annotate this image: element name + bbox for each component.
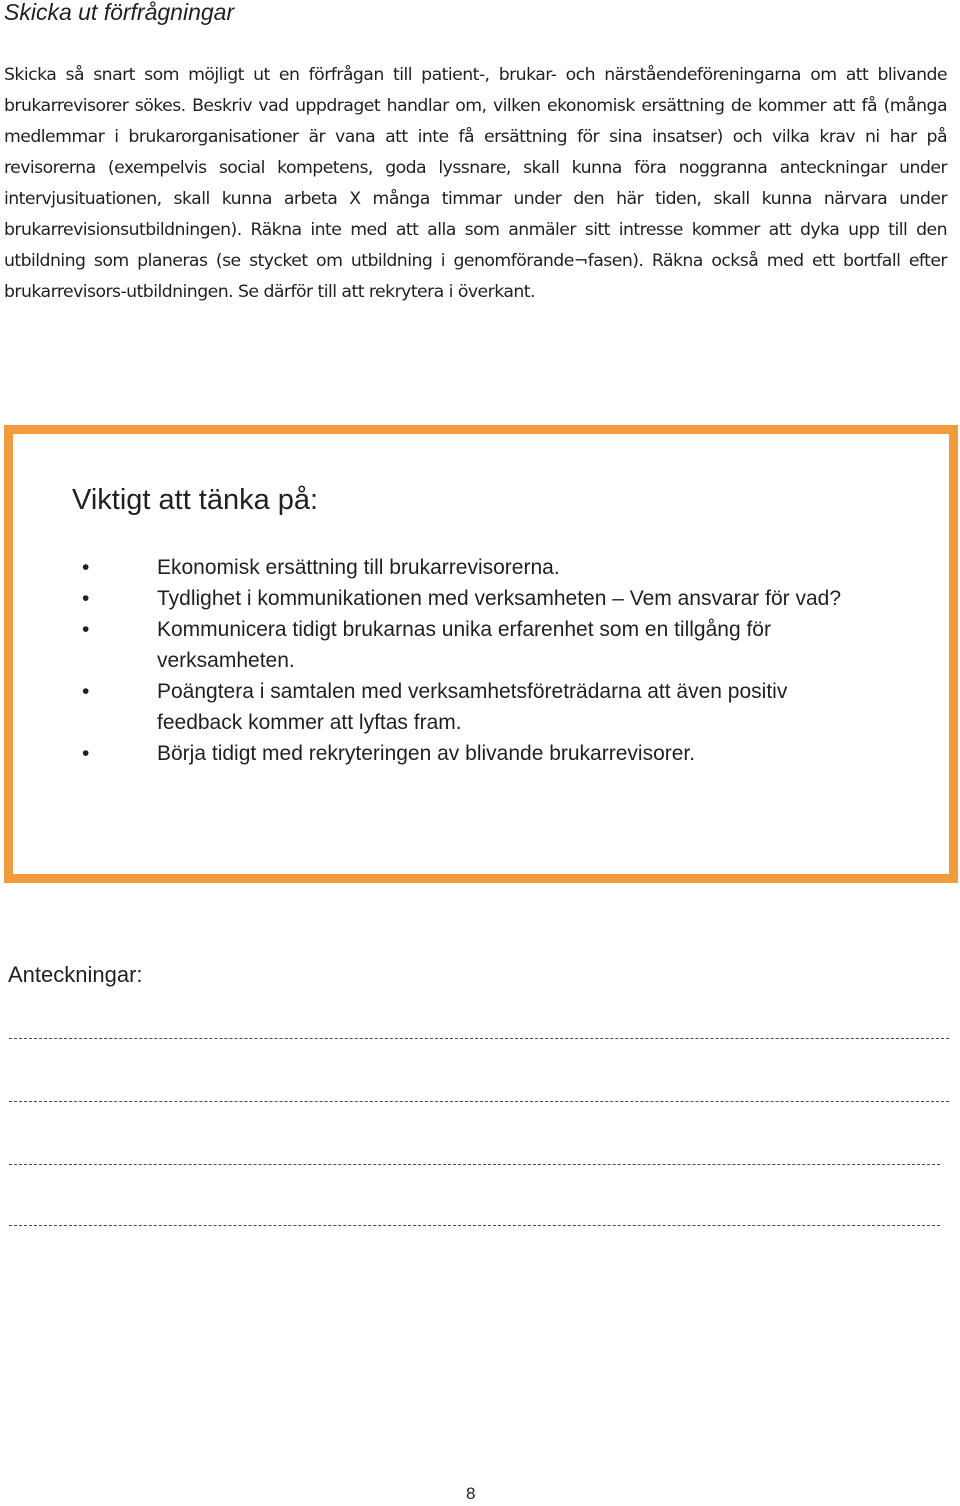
bullet-icon: • — [82, 618, 90, 641]
list-item-text: Poängtera i samtalen med verksamhetsföreträdarna att även positiv feedback kommer att lyftas fram. — [157, 680, 788, 734]
notes-line — [9, 1225, 940, 1226]
notes-line — [9, 1038, 949, 1039]
list-item — [0, 676, 857, 738]
callout-title: Viktigt att tänka på: — [72, 484, 319, 516]
section-heading: Skicka ut förfrågningar — [4, 0, 235, 25]
bullet-icon: • — [82, 680, 90, 703]
list-item — [0, 614, 857, 676]
intro-paragraph: Skicka så snart som möjligt ut en förfrågan till patient-, brukar- och närståendeföreningarna om att blivande brukarrevisorer sökes. Beskriv vad uppdraget handlar om, vilken ekonomisk ersättning de kommer att få (många medlemmar i brukarorganisationer är vana att inte få ersättning för sina insatser) och vilka krav ni har på revisorerna (exempelvis social kompetens, goda lyssnare, skall kunna föra noggranna anteckningar under intervjusituationen, skall kunna arbeta X många timmar under den här tiden, skall kunna närvara under brukarrevisionsutbildningen). Räkna inte med att alla som anmäler sitt intresse kommer att dyka upp till den utbildning som planeras (se stycket om utbildning i genomförande¬fasen). Räkna också med ett bortfall efter brukarrevisors-utbildningen. Se därför till att rekrytera i överkant. — [4, 65, 947, 302]
list-item-text: Tydlighet i kommunikationen med verksamheten – Vem ansvarar för vad? — [157, 587, 842, 610]
bullet-icon: • — [82, 742, 90, 765]
list-item-text: Börja tidigt med rekryteringen av blivande brukarrevisorer. — [157, 742, 696, 765]
list-item — [0, 738, 857, 769]
list-item — [0, 552, 857, 583]
list-item-text: Ekonomisk ersättning till brukarrevisorerna. — [157, 556, 560, 579]
callout-list — [0, 552, 960, 769]
list-item — [0, 583, 857, 614]
list-item-text: Kommunicera tidigt brukarnas unika erfarenhet som en tillgång för verksamheten. — [157, 618, 771, 672]
notes-line — [9, 1164, 940, 1165]
notes-label: Anteckningar: — [8, 962, 143, 987]
bullet-icon: • — [82, 587, 90, 610]
notes-line — [9, 1101, 949, 1102]
bullet-icon: • — [82, 556, 90, 579]
page-number: 8 — [466, 1484, 476, 1503]
